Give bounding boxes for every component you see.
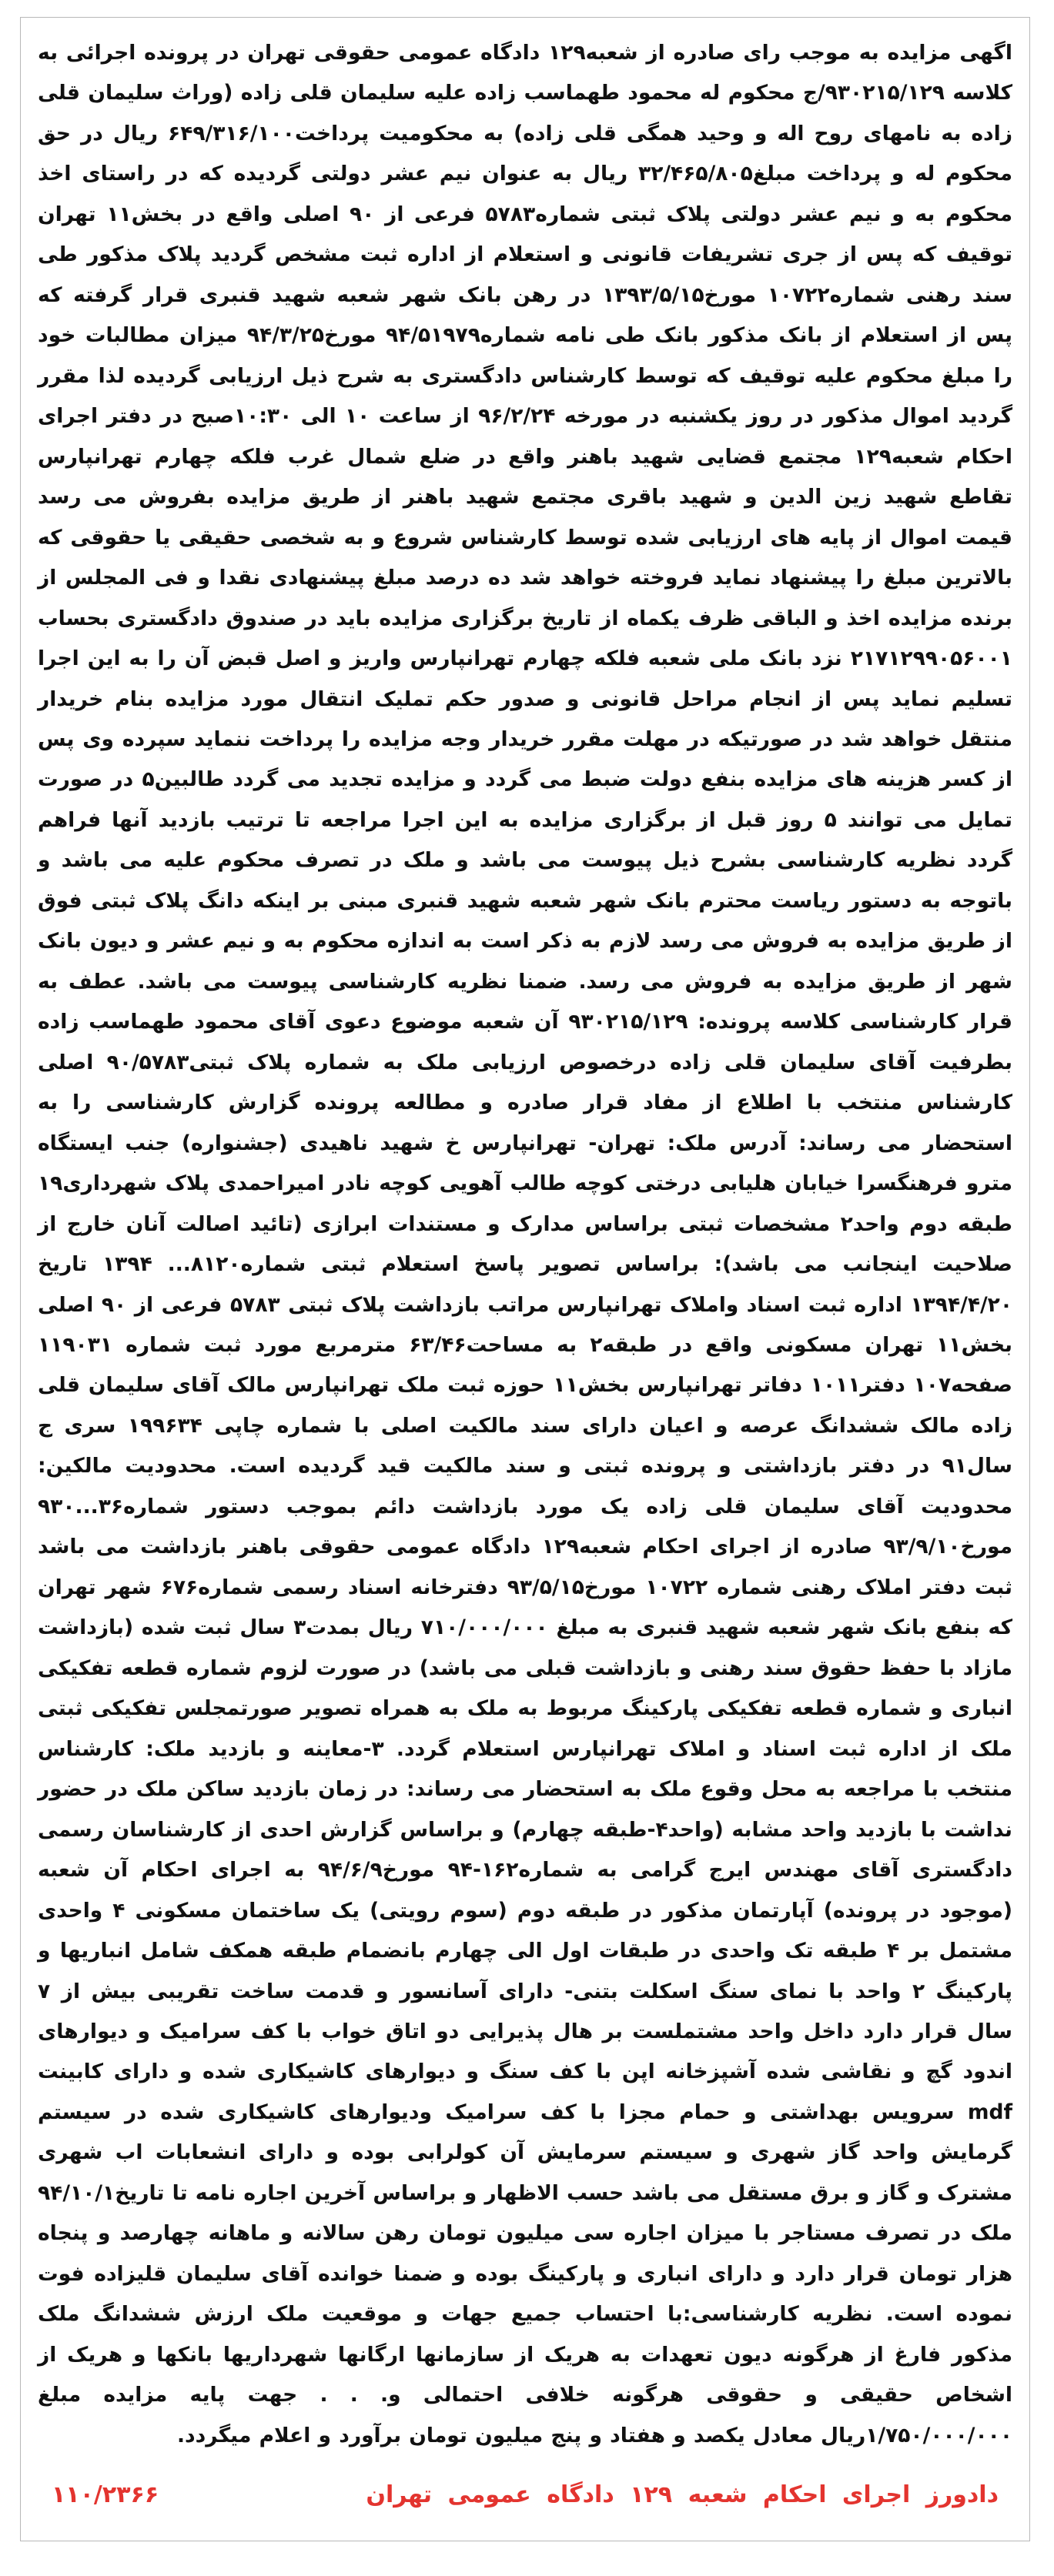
auction-notice <box>20 17 1030 2541</box>
footer-number: ۱۱۰/۲۳۶۶ <box>52 2481 159 2508</box>
notice-body-text: اگهی مزایده به موجب رای صادره از شعبه۱۲۹ دادگاه عمومی حقوقی تهران در پرونده اجرائی به کلاسه ۹۳۰۲۱۵/۱۲۹/ج محکوم له محمود طهماسب زاده علیه سلیمان قلی زاده (وراث سلیمان قلی زاده به نامهای روح اله و وحید همگی قلی زاده) به محکومیت پرداخت۶۴۹/۳۱۶/۱۰۰ ریال در حق محکوم له و پرداخت مبلغ۳۲/۴۶۵/۸۰۵ ریال به عنوان نیم عشر دولتی گردیده که در راستای اخذ محکوم به و نیم عشر دولتی پلاک ثبتی شماره۵۷۸۳ فرعی از ۹۰ اصلی واقع در بخش۱۱ تهران توقیف که پس از جری تشریفات قانونی و استعلام از اداره ثبت مشخص گردید پلاک مذکور طی سند رهنی شماره۱۰۷۲۲ مورخ۱۳۹۳/۵/۱۵ در رهن بانک شهر شعبه شهید قنبری قرار گرفته که پس از استعلام از بانک مذکور بانک طی نامه شماره۹۴/۵۱۹۷۹ مورخ۹۴/۳/۲۵ میزان مطالبات خود را مبلغ محکوم علیه توقیف که توسط کارشناس دادگستری به شرح ذیل ارزیابی گردیده لذا مقرر گردید اموال مذکور در روز یکشنبه در مورخه ۹۶/۲/۲۴ از ساعت ۱۰ الی ۱۰:۳۰صبح در دفتر اجرای احکام شعبه۱۲۹ مجتمع قضایی شهید باهنر واقع در ضلع شمال غرب فلکه چهارم تهرانپارس تقاطع شهید زین الدین و شهید باقری مجتمع شهید باهنر از طریق مزایده بفروش می رسد قیمت اموال از پایه های ارزیابی شده توسط کارشناس شروع و به شخصی حقیقی یا حقوقی که بالاترین مبلغ را پیشنهاد نماید فروخته خواهد شد ده درصد مبلغ پیشنهادی نقدا و فی المجلس از برنده مزایده اخذ و الباقی ظرف یکماه از تاریخ برگزاری مزایده باید در صندوق دادگستری بحساب ۲۱۷۱۲۹۹۰۵۶۰۰۱ نزد بانک ملی شعبه فلکه چهارم تهرانپارس واریز و اصل قبض آن را به این اجرا تسلیم نماید پس از انجام مراحل قانونی و صدور حکم تملیک انتقال مورد مزایده بنام خریدار منتقل خواهد شد در صورتیکه در مهلت مقرر خریدار وجه مزایده را پرداخت ننماید سپرده وی پس از کسر هزینه های مزایده بنفع دولت ضبط می گردد و مزایده تجدید می گردد طالبین۵ در صورت تمایل می توانند ۵ روز قبل از برگزاری مزایده به این اجرا مراجعه تا ترتیب بازدید آنها فراهم گردد نظریه کارشناسی بشرح ذیل پیوست می باشد و ملک در تصرف محکوم علیه می باشد و باتوجه به دستور ریاست محترم بانک شهر شعبه شهید قنبری مبنی بر اینکه دانگ پلاک ثبتی فوق از طریق مزایده به فروش می رسد لازم به ذکر است به اندازه محکوم به و نیم عشر و دیون بانک شهر از طریق مزایده به فروش می رسد. ضمنا نظریه کارشناسی پیوست می باشد. عطف به قرار کارشناسی کلاسه پرونده: ۹۳۰۲۱۵/۱۲۹ آن شعبه موضوع دعوی آقای محمود طهماسب زاده بطرفیت آقای سلیمان قلی زاده درخصوص ارزیابی ملک به شماره پلاک ثبتی۹۰/۵۷۸۳ اصلی کارشناس منتخب با اطلاع از مفاد قرار صادره و مطالعه پرونده گزارش کارشناسی را به استحضار می رساند: آدرس ملک: تهران- تهرانپارس خ شهید ناهیدی (جشنواره) جنب ایستگاه مترو فرهنگسرا خیابان هلیابی درختی کوچه طالب آهویی کوچه نادر امیراحمدی پلاک شهرداری۱۹ طبقه دوم واحد۲ مشخصات ثبتی براساس مدارک و مستندات ابرازی (تائید اصالت آنان خارج از صلاحیت اینجانب می باشد): براساس تصویر پاسخ استعلام ثبتی شماره۸۱۲۰... ۱۳۹۴ تاریخ ۱۳۹۴/۴/۲۰ اداره ثبت اسناد واملاک تهرانپارس مراتب بازداشت پلاک ثبتی ۵۷۸۳ فرعی از ۹۰ اصلی بخش۱۱ تهران مسکونی واقع در طبقه۲ به مساحت۶۳/۴۶ مترمربع مورد ثبت شماره ۱۱۹۰۳۱ صفحه۱۰۷ دفتر۱۰۱۱ دفاتر تهرانپارس بخش۱۱ حوزه ثبت ملک تهرانپارس مالک آقای سلیمان قلی زاده مالک ششدانگ عرصه و اعیان دارای سند مالکیت اصلی با شماره چاپی ۱۹۹۶۳۴ سری ج سال۹۱ در دفتر بازداشتی و پرونده ثبتی و سند مالکیت قید گردیده است. محدودیت مالکین: محدودیت آقای سلیمان قلی زاده یک مورد بازداشت دائم بموجب دستور شماره۳۶...۹۳۰ مورخ۹۳/۹/۱۰ صادره از اجرای احکام شعبه۱۲۹ دادگاه عمومی حقوقی باهنر بازداشت می باشد ثبت دفتر املاک رهنی شماره ۱۰۷۲۲ مورخ۹۳/۵/۱۵ دفترخانه اسناد رسمی شماره۶۷۶ شهر تهران که بنفع بانک شهر شعبه شهید قنبری به مبلغ ۷۱۰/۰۰۰/۰۰۰ ریال بمدت۳ سال ثبت شده (بازداشت مازاد با حفظ حقوق سند رهنی و بازداشت قبلی می باشد) در صورت لزوم شماره قطعه تفکیکی انباری و شماره قطعه تفکیکی پارکینگ مربوط به ملک به همراه تصویر صورتمجلس تفکیکی ثبتی ملک از اداره ثبت اسناد و املاک تهرانپارس استعلام گردد. ۳-معاینه و بازدید ملک: کارشناس منتخب با مراجعه به محل وقوع ملک به استحضار می رساند: در زمان بازدید ساکن ملک در حضور نداشت با بازدید واحد مشابه (واحد۴-طبقه چهارم) و براساس گزارش احدی از کارشناسان رسمی دادگستری آقای مهندس ایرج گرامی به شماره۱۶۲-۹۴ مورخ۹۴/۶/۹ به اجرای احکام آن شعبه (موجود در پرونده) آپارتمان مذکور در طبقه دوم (سوم رویتی) یک ساختمان مسکونی ۴ واحدی مشتمل بر ۴ طبقه تک واحدی در طبقات اول الی چهارم بانضمام طبقه همکف شامل انباریها و پارکینگ ۲ واحد با نمای سنگ اسکلت بتنی- دارای آسانسور و قدمت ساخت تقریبی بیش از ۷ سال قرار دارد داخل واحد مشتملست بر هال پذیرایی دو اتاق خواب با کف سرامیک و دیوارهای اندود گچ و نقاشی شده آشپزخانه اپن با کف سنگ و دیوارهای کاشیکاری شده و دارای کابینت mdf سرویس بهداشتی و حمام مجزا با کف سرامیک ودیوارهای کاشیکاری شده در سیستم گرمایش واحد گاز شهری و سیستم سرمایش آن کولرابی بوده و دارای انشعابات اب شهری مشترک و گاز و برق مستقل می باشد حسب الاظهار و براساس آخرین اجاره نامه تا تاریخ۹۴/۱۰/۱ ملک در تصرف مستاجر با میزان اجاره سی میلیون تومان رهن سالانه و ماهانه چهارصد و پنجاه هزار تومان قرار دارد و دارای انباری و پارکینگ بوده و ضمنا خوانده آقای سلیمان قلیزاده فوت نموده است. نظریه کارشناسی:با احتساب جمیع جهات و موقعیت ملک ارزش ششدانگ ملک مذکور فارغ از هرگونه دیون تعهدات به هریک از سازمانها ارگانها شهرداریها بانکها و هریک از اشخاص حقیقی و حقوقی هرگونه خلافی احتمالی و. . . جهت پایه مزایده مبلغ ۱/۷۵۰/۰۰۰/۰۰۰ریال معادل یکصد و هفتاد و پنج میلیون تومان برآورد و اعلام میگردد. <box>38 41 1013 2447</box>
footer-issuer: دادورز اجرای احکام شعبه ۱۲۹ دادگاه عمومی تهران <box>366 2481 999 2508</box>
notice-footer <box>52 2477 999 2511</box>
